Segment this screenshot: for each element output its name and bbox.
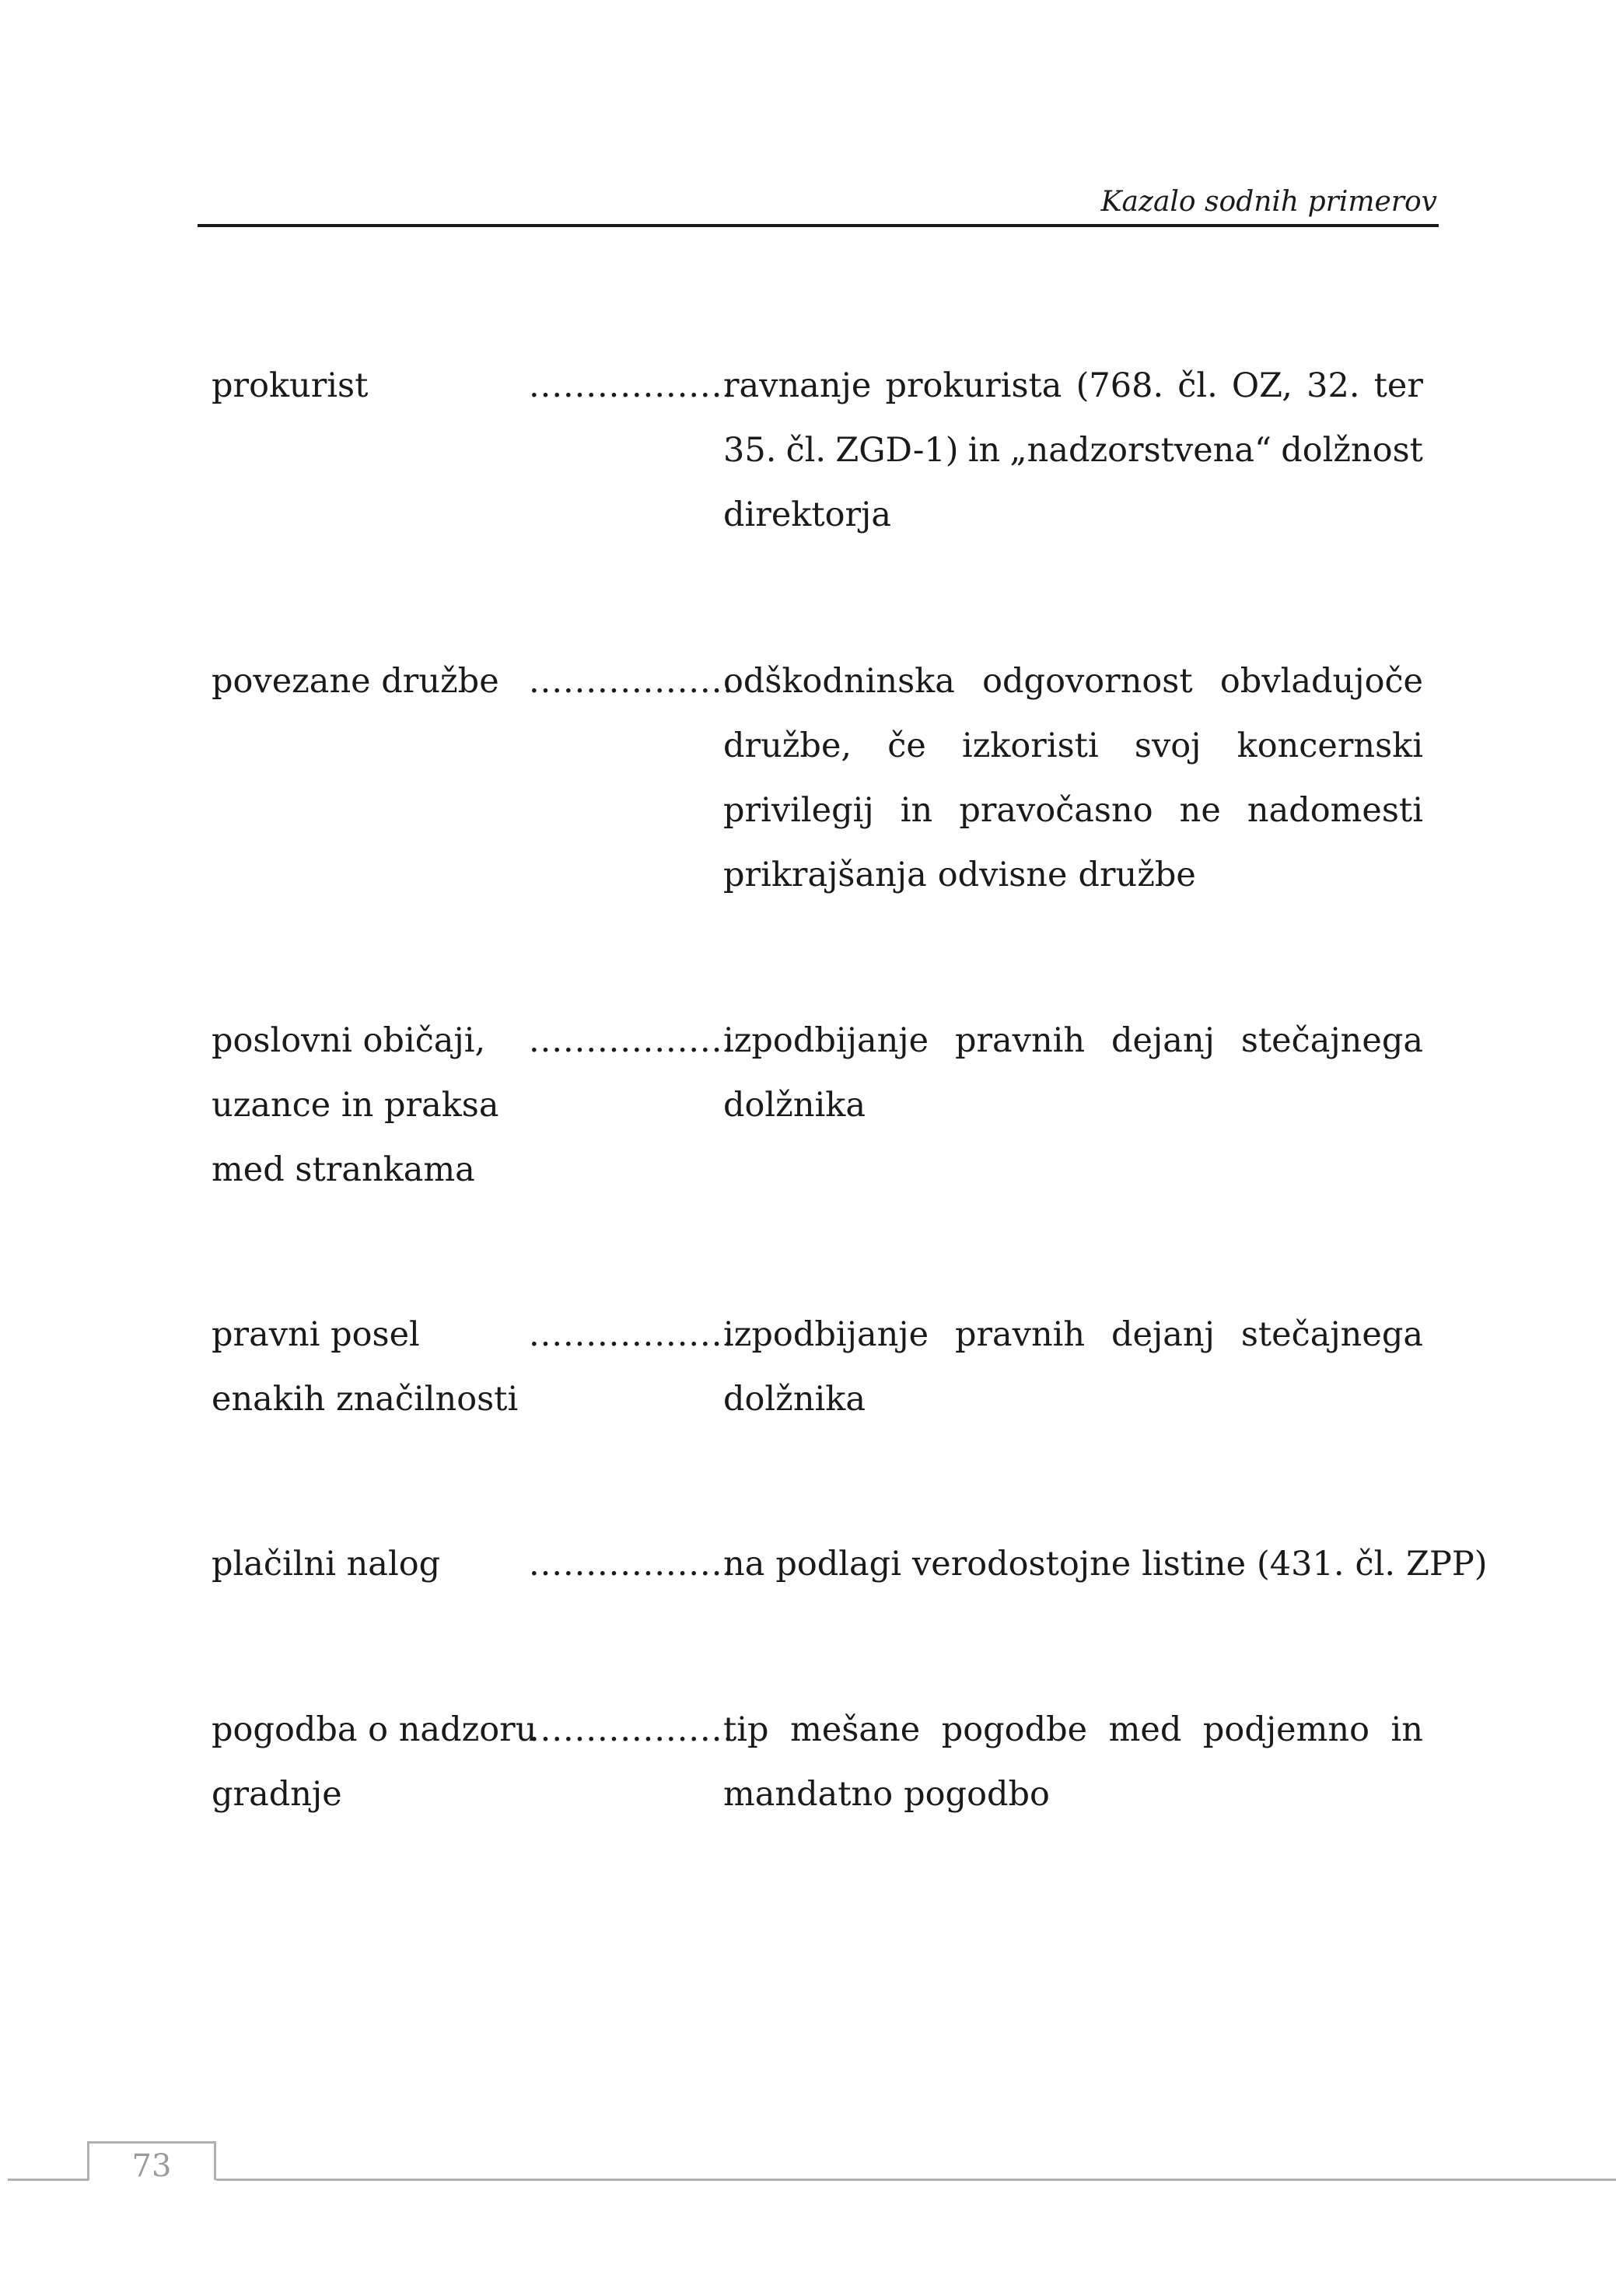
entry-term-line: pogodba o nadzoru xyxy=(212,1710,537,1749)
description-word: ZPP) xyxy=(1406,1545,1488,1584)
description-word: (431. xyxy=(1257,1545,1345,1584)
page-number-tab xyxy=(87,2141,216,2184)
description-word: direktorja xyxy=(723,495,892,534)
description-word: 35. xyxy=(723,431,777,470)
description-word: verodostojne xyxy=(911,1545,1132,1584)
entry-term xyxy=(212,649,523,714)
entry-description xyxy=(723,1009,1423,1138)
description-word: čl. xyxy=(1177,366,1218,405)
dot-leader: .................. xyxy=(529,366,735,405)
description-line xyxy=(723,418,1423,483)
description-word: pravočasno xyxy=(959,791,1153,830)
entry-term xyxy=(212,354,523,418)
entry-term xyxy=(212,1009,523,1202)
dot-leader: .................. xyxy=(529,1545,735,1584)
description-line xyxy=(723,714,1423,779)
entry-term xyxy=(212,1698,537,1827)
entry-term-line: plačilni nalog xyxy=(212,1545,441,1584)
description-line xyxy=(723,483,1423,548)
entry-term-line: gradnje xyxy=(212,1775,342,1814)
description-word: OZ, xyxy=(1231,366,1292,405)
description-line xyxy=(723,843,1423,908)
description-word: stečajnega xyxy=(1240,1021,1423,1060)
description-line xyxy=(723,1532,1488,1597)
description-word: dolžnika xyxy=(723,1380,866,1419)
entry-description xyxy=(723,354,1423,548)
entry-term-line: prokurist xyxy=(212,366,369,405)
dot-leader: .................. xyxy=(529,1315,735,1354)
description-line xyxy=(723,1698,1423,1762)
description-word: „nadzorstvena“ xyxy=(1009,431,1271,470)
page-number: 73 xyxy=(131,2148,172,2184)
description-line xyxy=(723,779,1423,843)
description-word: izkoristi xyxy=(961,726,1099,765)
footer-rule-left xyxy=(8,2179,89,2181)
description-word: odgovornost xyxy=(982,662,1193,701)
description-word: ne xyxy=(1179,791,1221,830)
entry-term-line: enakih značilnosti xyxy=(212,1380,519,1419)
description-word: odvisne xyxy=(937,856,1068,894)
description-word: pravnih xyxy=(954,1021,1086,1060)
entry-term-line: uzance in praksa xyxy=(212,1086,499,1125)
description-word: in xyxy=(900,791,933,830)
header-rule xyxy=(198,224,1439,227)
dot-leader: .................. xyxy=(529,1021,735,1060)
description-word: če xyxy=(887,726,926,765)
description-word: (768. xyxy=(1076,366,1164,405)
description-line xyxy=(723,354,1423,418)
running-header-title: Kazalo sodnih primerov xyxy=(1100,186,1437,218)
description-word: podjemno xyxy=(1202,1710,1369,1749)
description-word: prikrajšanja xyxy=(723,856,927,894)
entry-description xyxy=(723,1698,1423,1827)
description-line xyxy=(723,1762,1423,1827)
dot-leader: .................. xyxy=(529,1710,735,1749)
description-word: koncernski xyxy=(1236,726,1423,765)
entry-term xyxy=(212,1532,523,1597)
description-word: privilegij xyxy=(723,791,874,830)
description-word: ZGD-1) xyxy=(835,431,959,470)
description-word: dejanj xyxy=(1111,1315,1215,1354)
entry-term-line: povezane družbe xyxy=(212,662,499,701)
description-word: družbe xyxy=(1078,856,1196,894)
description-word: mandatno xyxy=(723,1775,894,1814)
description-word: ter xyxy=(1373,366,1423,405)
description-word: stečajnega xyxy=(1240,1315,1423,1354)
description-word: mešane xyxy=(790,1710,921,1749)
description-word: 32. xyxy=(1306,366,1360,405)
entry-term-line: pravni posel xyxy=(212,1315,420,1354)
entry-term-line: poslovni običaji, xyxy=(212,1021,486,1060)
description-word: svoj xyxy=(1134,726,1202,765)
description-word: pravnih xyxy=(954,1315,1086,1354)
description-word: dolžnika xyxy=(723,1086,866,1125)
description-line xyxy=(723,1367,1423,1432)
description-line xyxy=(723,649,1423,714)
description-word: čl. xyxy=(1355,1545,1396,1584)
description-word: nadomesti xyxy=(1247,791,1423,830)
entry-term-line: med strankama xyxy=(212,1150,475,1189)
description-word: ravnanje xyxy=(723,366,872,405)
description-word: pogodbe xyxy=(941,1710,1088,1749)
description-word: listine xyxy=(1142,1545,1247,1584)
description-line xyxy=(723,1303,1423,1367)
description-word: izpodbijanje xyxy=(723,1315,929,1354)
description-word: na xyxy=(723,1545,765,1584)
description-line xyxy=(723,1073,1423,1138)
description-word: dejanj xyxy=(1111,1021,1215,1060)
entry-description xyxy=(723,1303,1423,1432)
footer-rule-right xyxy=(216,2179,1616,2181)
description-word: obvladujoče xyxy=(1219,662,1423,701)
entry-description xyxy=(723,649,1423,908)
entry-term xyxy=(212,1303,523,1432)
dot-leader: .................. xyxy=(529,662,735,701)
description-word: izpodbijanje xyxy=(723,1021,929,1060)
description-word: čl. xyxy=(785,431,827,470)
description-word: pogodbo xyxy=(904,1775,1050,1814)
description-word: in xyxy=(967,431,1001,470)
description-word: družbe, xyxy=(723,726,852,765)
entry-description xyxy=(723,1532,1488,1597)
description-word: odškodninska xyxy=(723,662,955,701)
description-word: dolžnost xyxy=(1281,431,1423,470)
description-word: prokurista xyxy=(885,366,1062,405)
description-word: tip xyxy=(723,1710,769,1749)
description-word: podlagi xyxy=(775,1545,901,1584)
description-line xyxy=(723,1009,1423,1073)
description-word: med xyxy=(1108,1710,1182,1749)
description-word: in xyxy=(1390,1710,1423,1749)
